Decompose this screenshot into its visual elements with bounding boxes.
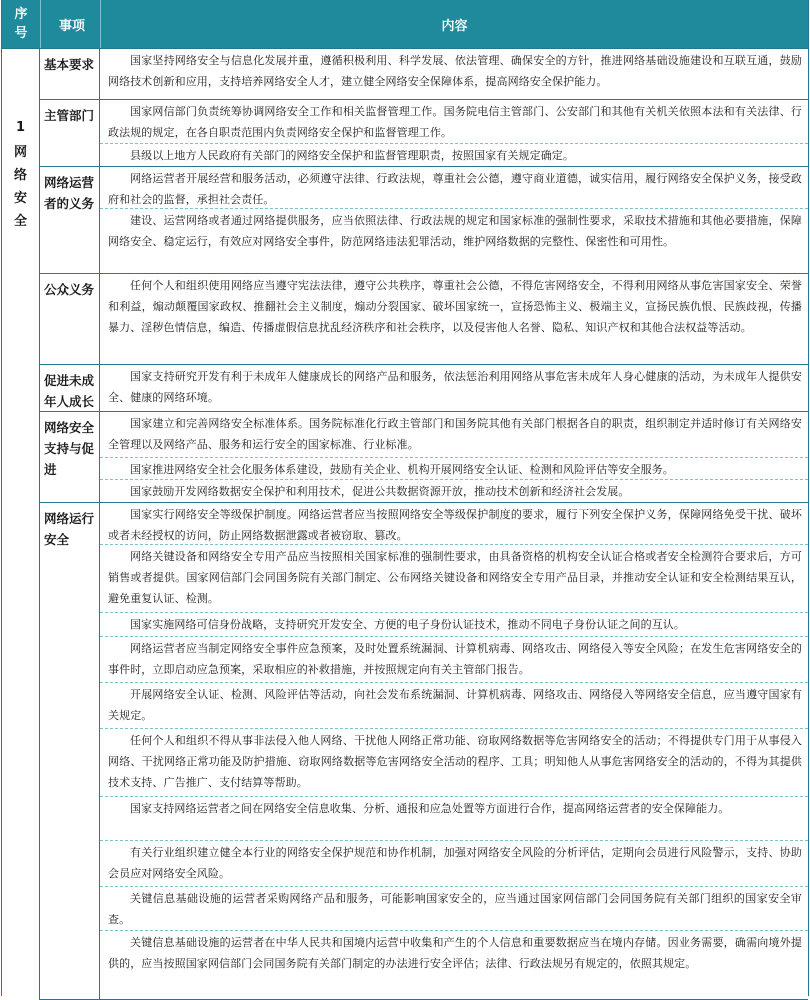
content-paragraph: 任何个人和组织使用网络应当遵守宪法法律，遵守公共秩序，尊重社会公德，不得危害网络安全，不得利用网络从事危害国家安全、荣誉和利益，煽动颠覆国家政权、推翻社会主义制度，煽动分裂国家、破坏国家统一，宣扬恐怖主义、极端主义，宣扬民族仇恨、民族歧视，传播暴力、淫秽色情信息，编造、传播虚假信息扰乱经济秩序和社会秩序，以及侵害他人名誉、隐私、知识产权和其他合法权益等活动。: [108, 279, 802, 334]
table-body: [2, 49, 808, 1000]
table-row: [40, 274, 808, 365]
content-paragraph: 国家支持研究开发有利于未成年人健康成长的网络产品和服务，依法惩治利用网络从事危害未成年人身心健康的活动，为未成年人提供安全、健康的网络环境。: [108, 370, 802, 404]
table-row: [40, 412, 808, 503]
row-item-label: 网络运行安全: [40, 503, 100, 999]
table-header: [2, 0, 808, 49]
content-paragraph: 国家实施网络可信身份战略，支持研究开发安全、方便的电子身份认证技术，推动不同电子身份认证之间的互认。: [100, 613, 808, 637]
table-row: [40, 100, 808, 167]
content-paragraph: 建设、运营网络或者通过网络提供服务，应当依照法律、行政法规的规定和国家标准的强制性要求，采取技术措施和其他必要措施，保障网络安全、稳定运行，有效应对网络安全事件，防范网络违法犯罪活动，维护网络数据的完整性、保密性和可用性。: [108, 214, 802, 248]
content-paragraph: 任何个人和组织不得从事非法侵入他人网络、干扰他人网络正常功能、窃取网络数据等危害网络安全的活动；不得提供专门用于从事侵入网络、干扰网络正常功能及防护措施、窃取网络数据等危害网络安全活动的程序、工具；明知他人从事危害网络安全的活动的，不得为其提供技术支持、广告推广、支付结算等帮助。: [100, 729, 808, 797]
table-row: [40, 167, 808, 274]
content-paragraph: 开展网络安全认证、检测、风险评估等活动，向社会发布系统漏洞、计算机病毒、网络攻击、网络侵入等网络安全信息，应当遵守国家有关规定。: [100, 683, 808, 729]
row-item-label: 基本要求: [40, 49, 100, 99]
content-paragraph: 关键信息基础设施的运营者采购网络产品和服务，可能影响国家安全的，应当通过国家网信部门会同国务院有关部门组织的国家安全审查。: [100, 887, 808, 931]
section-cell: [2, 49, 40, 1000]
section-title: 网络安全: [13, 145, 27, 229]
row-content: [100, 49, 808, 99]
content-paragraph: 有关行业组织建立健全本行业的网络安全保护规范和协作机制，加强对网络安全风险的分析评估，定期向会员进行风险警示，支持、协助会员应对网络安全风险。: [100, 841, 808, 887]
table-row: [40, 503, 808, 1000]
content-paragraph: 网络关键设备和网络安全专用产品应当按照相关国家标准的强制性要求，由具备资格的机构安全认证合格或者安全检测符合要求后，方可销售或者提供。国家网信部门会同国务院有关部门制定、公布网络关键设备和网络安全专用产品目录，并推动安全认证和安全检测结果互认，避免重复认证、检测。: [100, 545, 808, 613]
header-seq: [2, 0, 41, 48]
row-content: [100, 365, 808, 411]
row-content: [100, 503, 808, 999]
content-paragraph: 国家鼓励开发网络数据安全保护和利用技术，促进公共数据资源开放，推动技术创新和经济社会发展。: [130, 485, 630, 498]
content-paragraph: 县级以上地方人民政府有关部门的网络安全保护和监督管理职责，按照国家有关规定确定。: [130, 149, 574, 162]
header-item: 事项: [41, 0, 101, 48]
content-paragraph: 国家建立和完善网络安全标准体系。国务院标准化行政主管部门和国务院其他有关部门根据各自的职责，组织制定并适时修订有关网络安全管理以及网络产品、服务和运行安全的国家标准、行业标准。: [100, 412, 808, 458]
content-paragraph: 网络运营者应当制定网络安全事件应急预案，及时处置系统漏洞、计算机病毒、网络攻击、网络侵入等安全风险；在发生危害网络安全的事件时，立即启动应急预案，采取相应的补救措施，并按照规定向有关主管部门报告。: [100, 637, 808, 683]
row-content: [100, 167, 808, 273]
content-paragraph: 国家实行网络安全等级保护制度。网络运营者应当按照网络安全等级保护制度的要求，履行下列安全保护义务，保障网络免受干扰、破坏或者未经授权的访问，防止网络数据泄露或者被窃取、篡改。: [100, 503, 808, 545]
row-item-label: 网络运营者的义务: [40, 167, 100, 273]
row-item-label: 公众义务: [40, 274, 100, 364]
row-content: [100, 412, 808, 502]
row-item-label: 促进未成年人成长: [40, 365, 100, 411]
row-content: [100, 100, 808, 166]
content-paragraph: 国家推进网络安全社会化服务体系建设，鼓励有关企业、机构开展网络安全认证、检测和风险评估等安全服务。: [100, 458, 808, 480]
content-paragraph: 国家坚持网络安全与信息化发展并重，遵循积极利用、科学发展、依法管理、确保安全的方针，推进网络基础设施建设和互联互通，鼓励网络技术创新和应用，支持培养网络安全人才，建立健全网络安全保障体系，提高网络安全保护能力。: [108, 54, 802, 88]
row-item-label: 网络安全支持与促进: [40, 412, 100, 502]
table-row: [40, 365, 808, 412]
row-content: [100, 274, 808, 364]
header-seq-label: 序号: [14, 7, 28, 41]
content-paragraph: 关键信息基础设施的运营者在中华人民共和国境内运营中收集和产生的个人信息和重要数据应当在境内存储。因业务需要，确需向境外提供的，应当按照国家网信部门会同国务院有关部门制定的办法进行安全评估；法律、行政法规另有规定的，依照其规定。: [108, 936, 802, 970]
table-rows: [40, 49, 808, 1000]
content-paragraph: 国家支持网络运营者之间在网络安全信息收集、分析、通报和应急处置等方面进行合作，提高网络运营者的安全保障能力。: [100, 797, 808, 841]
row-item-label: 主管部门: [40, 100, 100, 166]
table-row: [40, 49, 808, 100]
header-content: 内容: [441, 18, 468, 34]
section-number: 1: [15, 120, 26, 135]
content-paragraph: 国家网信部门负责统筹协调网络安全工作和相关监督管理工作。国务院电信主管部门、公安部门和其他有关机关依照本法和有关法律、行政法规的规定，在各自职责范围内负责网络安全保护和监督管理工作。: [100, 100, 808, 144]
content-paragraph: 网络运营者开展经营和服务活动，必须遵守法律、行政法规，尊重社会公德，遵守商业道德，诚实信用，履行网络安全保护义务，接受政府和社会的监督，承担社会责任。: [100, 167, 808, 209]
cybersecurity-table: [1, 0, 809, 996]
